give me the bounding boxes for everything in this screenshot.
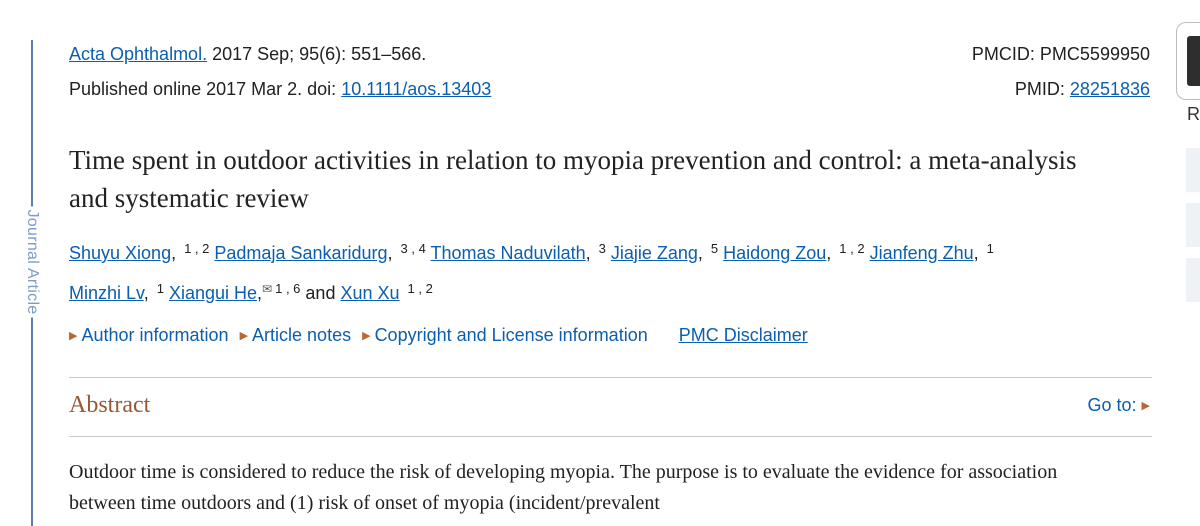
author-link[interactable]: Shuyu Xiong — [69, 243, 172, 263]
author-link[interactable]: Padmaja Sankaridurg — [214, 243, 388, 263]
copyright-toggle[interactable]: ▶ Copyright and License information — [362, 325, 648, 345]
right-sidebar-button[interactable] — [1186, 258, 1200, 302]
divider — [69, 436, 1152, 437]
author-affiliation[interactable]: 5 — [710, 241, 719, 256]
published-row — [69, 78, 1152, 100]
mail-icon[interactable]: ✉ — [262, 282, 273, 296]
author-affiliation[interactable]: 3 , 4 — [400, 241, 426, 256]
author-affiliation[interactable]: 1 , 2 — [839, 241, 865, 256]
published-text: Published online 2017 Mar 2. doi: — [69, 79, 342, 99]
author-affiliation[interactable]: 3 — [598, 241, 606, 256]
citation-details: 2017 Sep; 95(6): 551–566. — [207, 44, 427, 64]
journal-link[interactable]: Acta Ophthalmol. — [69, 44, 208, 64]
journal-article-text: Journal Article — [19, 207, 45, 318]
citation-row — [69, 43, 1152, 65]
goto-button[interactable]: Go to: ▶ — [1087, 395, 1150, 415]
doi-link[interactable]: 10.1111/aos.13403 — [341, 79, 492, 99]
triangle-right-icon: ▶ — [69, 330, 78, 342]
author-link[interactable]: Xun Xu — [340, 283, 400, 303]
pdf-thumbnail-icon[interactable] — [1176, 22, 1200, 100]
author-link[interactable]: Jianfeng Zhu — [869, 243, 974, 263]
author-link[interactable]: Xiangui He — [168, 283, 258, 303]
author-affiliation[interactable]: 1 — [986, 241, 994, 256]
article-title: Time spent in outdoor activities in relation to myopia prevention and control: a meta-analysis and systematic review — [69, 145, 1077, 213]
abstract-heading: Abstract — [69, 392, 151, 418]
pmcid: PMCID: PMC5599950 — [971, 44, 1150, 64]
author-link[interactable]: Haidong Zou — [723, 243, 827, 263]
author-affiliation[interactable]: 1 , 2 — [407, 281, 433, 296]
abstract-text: Outdoor time is considered to reduce the risk of developing myopia. The purpose is to evaluate the evidence for association between time outdoors and (1) risk of onset of myopia (incident/prevalent — [69, 461, 1058, 514]
author-link[interactable]: Thomas Naduvilath — [430, 243, 586, 263]
pmid-label: PMID: — [1014, 79, 1070, 99]
author-information-toggle[interactable]: ▶ Author information — [69, 325, 229, 345]
author-link[interactable]: Jiajie Zang — [610, 243, 698, 263]
author-affiliation[interactable]: 1 , 2 — [184, 241, 210, 256]
author-affiliation[interactable]: 1 , 6 — [275, 281, 301, 296]
triangle-right-icon: ▶ — [239, 330, 249, 342]
divider — [69, 377, 1152, 378]
pmid — [1015, 78, 1150, 100]
right-sidebar-button[interactable] — [1186, 203, 1200, 247]
author-link[interactable]: Minzhi Lv — [69, 283, 144, 303]
pmid-link[interactable]: 28251836 — [1069, 79, 1150, 99]
triangle-right-icon: ▶ — [1141, 400, 1150, 412]
author-list: Shuyu Xiong, $^{1 , 2}$ Padmaja Sankaridurg, $^{3 , 4}$ Thomas Naduvilath, $^3$ Jiajie Zang, $^5$ Haidong Zou, $^{1 , 2}$ Jianfeng Zhu, $^1$ Minzhi Lv, $^1$ Xiangui He,✉ $^{1 , 6}$ and Xun Xu $^{1 , 2}$ — [69, 241, 994, 303]
right-sidebar-letter: R — [1187, 104, 1200, 124]
right-sidebar-button[interactable] — [1186, 148, 1200, 192]
triangle-right-icon: ▶ — [362, 330, 371, 342]
article-info-links — [69, 323, 808, 348]
pmc-disclaimer-link[interactable]: PMC Disclaimer — [678, 325, 808, 345]
article-notes-toggle[interactable]: ▶ Article notes — [239, 325, 352, 345]
author-affiliation[interactable]: 1 — [156, 281, 164, 296]
and-word: and — [305, 283, 336, 303]
